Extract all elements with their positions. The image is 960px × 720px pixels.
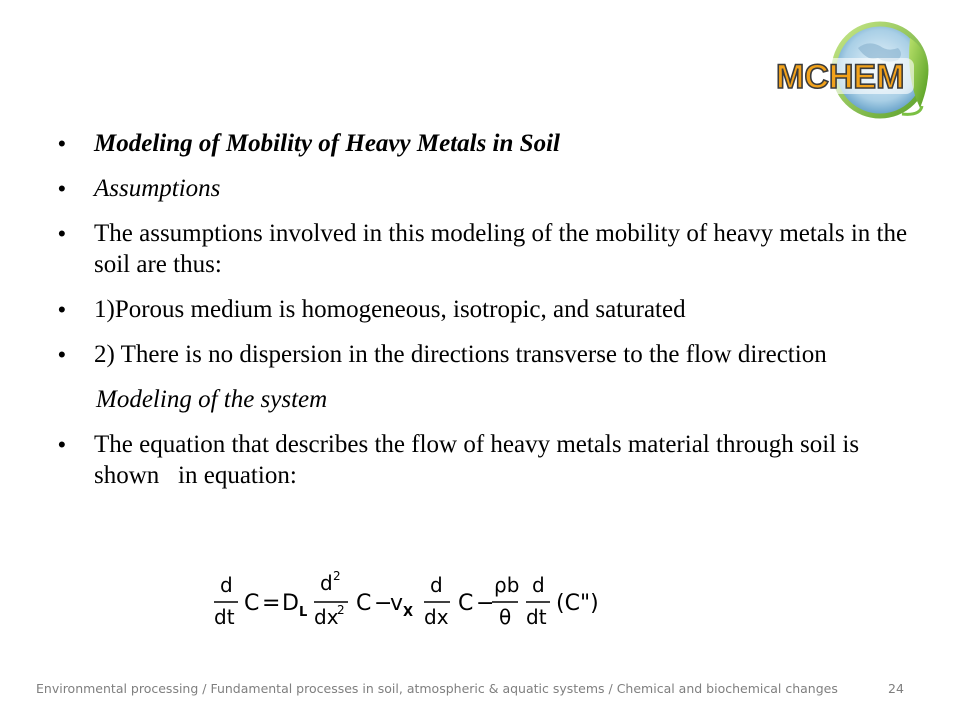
eq-rho-b: ρb <box>494 573 520 597</box>
mchem-logo <box>760 18 950 130</box>
bullet-assumptions-intro: • The assumptions involved in this modeling of the mobility of heavy metals in the soil are thus: <box>58 220 908 278</box>
eq-sup2-top: 2 <box>333 569 341 583</box>
eq-L-sub: L <box>299 605 308 620</box>
bullet-equation-intro: • The equation that describes the flow of heavy metals material through soil is shown in equation: <box>58 431 866 489</box>
eq-v: v <box>390 591 404 616</box>
eq-D: D <box>282 591 299 616</box>
bullet-dot: • <box>58 131 66 156</box>
bullet-assumptions: • Assumptions <box>58 175 221 202</box>
eq-dx2: dx <box>314 605 339 629</box>
footer-text: Environmental processing / Fundamental processes in soil, atmospheric & aquatic systems / Chemical and biochemical changes <box>36 681 838 696</box>
bullet-assumption-1: • 1)Porous medium is homogeneous, isotropic, and saturated <box>58 296 686 323</box>
bullet-dot: • <box>58 342 66 367</box>
bullet-list <box>58 128 928 505</box>
eq-d4: d <box>532 573 545 597</box>
bullet-dot: • <box>58 432 66 457</box>
page-number: 24 <box>888 681 904 696</box>
globe-logo-icon <box>760 18 950 130</box>
eq-theta: θ <box>499 605 512 629</box>
eq-cpp: (C") <box>556 591 599 616</box>
eq-sup2-bottom: 2 <box>337 603 345 617</box>
eq-dt: dt <box>214 605 235 629</box>
bullet-dot: • <box>58 176 66 201</box>
eq-c2: C <box>356 591 372 616</box>
eq-d: d <box>220 573 233 597</box>
bullet-dot: • <box>58 221 66 246</box>
bullet-dot: • <box>58 297 66 322</box>
eq-d3: d <box>430 573 443 597</box>
transport-equation <box>210 562 650 652</box>
eq-d2: d <box>320 571 333 595</box>
eq-dx: dx <box>424 605 449 629</box>
eq-c1: C <box>244 591 260 616</box>
svg-text:MCHEM: MCHEM <box>776 58 905 96</box>
eq-minus1: − <box>374 591 393 616</box>
subheading-modeling-system: Modeling of the system <box>96 386 328 413</box>
eq-equals: = <box>262 591 281 616</box>
eq-X-sub: X <box>403 605 414 620</box>
bullet-title: • Modeling of Mobility of Heavy Metals in Soil <box>58 130 560 157</box>
eq-minus2: − <box>476 591 495 616</box>
eq-c3: C <box>458 591 474 616</box>
bullet-assumption-2: • 2) There is no dispersion in the directions transverse to the flow direction <box>58 341 827 368</box>
eq-dt2: dt <box>526 605 547 629</box>
